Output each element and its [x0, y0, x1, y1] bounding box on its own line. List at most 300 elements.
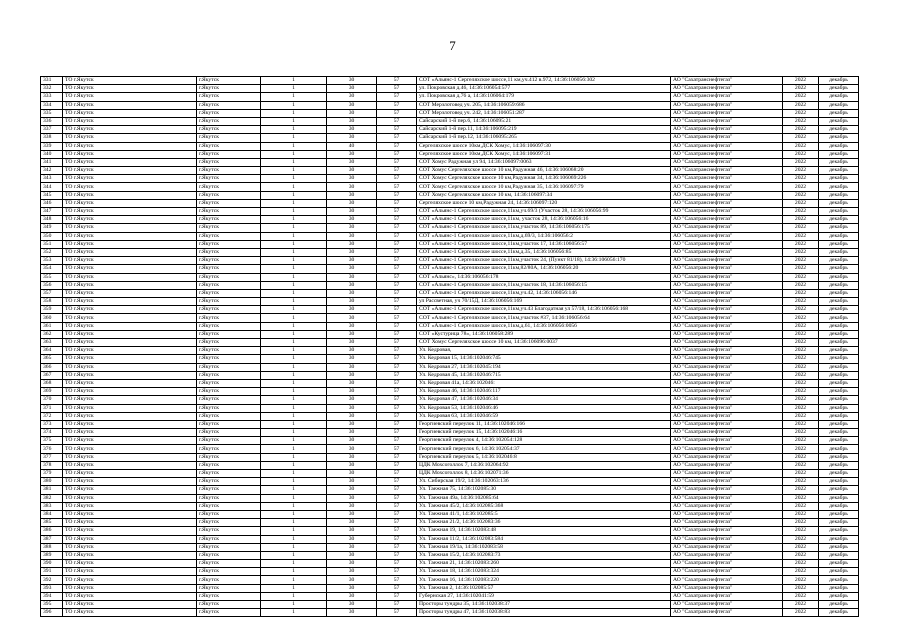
department-cell: ТО г.Якутск [63, 330, 197, 338]
department-cell: ТО г.Якутск [63, 519, 197, 527]
category-cell: 1 [261, 371, 327, 379]
code-cell: 57 [377, 527, 417, 535]
month-cell: декабрь [819, 117, 859, 125]
category-cell: 1 [261, 560, 327, 568]
table-row [41, 77, 859, 85]
power-cell: 30 [327, 339, 377, 347]
row-number-cell: 394 [41, 592, 63, 600]
department-cell: ТО г.Якутск [63, 584, 197, 592]
category-cell: 1 [261, 584, 327, 592]
department-cell: ТО г.Якутск [63, 437, 197, 445]
address-cell: СОТ «Кустурица 78», 14:36:106058:289 [417, 330, 671, 338]
table-row [41, 592, 859, 600]
year-cell: 2022 [783, 183, 819, 191]
category-cell: 1 [261, 281, 327, 289]
table-row [41, 396, 859, 404]
city-cell: г.Якутск [197, 527, 261, 535]
department-cell: ТО г.Якутск [63, 355, 197, 363]
department-cell: ТО г.Якутск [63, 93, 197, 101]
department-cell: ТО г.Якутск [63, 551, 197, 559]
table-row [41, 445, 859, 453]
category-cell: 1 [261, 470, 327, 478]
address-cell: Ул. Таежная 45/2, 14:36:102085:368 [417, 502, 671, 510]
category-cell: 1 [261, 208, 327, 216]
city-cell: г.Якутск [197, 478, 261, 486]
department-cell: ТО г.Якутск [63, 478, 197, 486]
power-cell: 30 [327, 609, 377, 617]
table-row [41, 510, 859, 518]
category-cell: 1 [261, 142, 327, 150]
power-cell: 30 [327, 85, 377, 93]
table-row [41, 543, 859, 551]
address-cell: СОТ «Альянс», 14:36:106056:178 [417, 273, 671, 281]
row-number-cell: 378 [41, 461, 63, 469]
table-row [41, 298, 859, 306]
year-cell: 2022 [783, 199, 819, 207]
category-cell: 1 [261, 322, 327, 330]
city-cell: г.Якутск [197, 150, 261, 158]
owner-cell: АО "Сахатранснефтегаз" [671, 347, 783, 355]
power-cell: 30 [327, 232, 377, 240]
department-cell: ТО г.Якутск [63, 445, 197, 453]
table-row [41, 224, 859, 232]
department-cell: ТО г.Якутск [63, 543, 197, 551]
page-number: 7 [449, 38, 456, 53]
power-cell: 30 [327, 494, 377, 502]
owner-cell: АО "Сахатранснефтегаз" [671, 167, 783, 175]
city-cell: г.Якутск [197, 208, 261, 216]
code-cell: 57 [377, 158, 417, 166]
city-cell: г.Якутск [197, 379, 261, 387]
row-number-cell: 343 [41, 175, 63, 183]
row-number-cell: 389 [41, 551, 63, 559]
department-cell: ТО г.Якутск [63, 347, 197, 355]
row-number-cell: 339 [41, 142, 63, 150]
owner-cell: АО "Сахатранснефтегаз" [671, 314, 783, 322]
code-cell: 57 [377, 519, 417, 527]
address-cell: СОТ «Альянс-1 Сергеляхское шоссе,11км,участок 17, 14:36:106056:57 [417, 240, 671, 248]
power-cell: 30 [327, 478, 377, 486]
table-row [41, 379, 859, 387]
category-cell: 1 [261, 93, 327, 101]
city-cell: г.Якутск [197, 347, 261, 355]
city-cell: г.Якутск [197, 158, 261, 166]
year-cell: 2022 [783, 175, 819, 183]
category-cell: 1 [261, 199, 327, 207]
table-row [41, 519, 859, 527]
address-cell: Ул. Таежная 2, 14:36:102085:57 [417, 584, 671, 592]
power-cell: 30 [327, 134, 377, 142]
category-cell: 1 [261, 420, 327, 428]
year-cell: 2022 [783, 224, 819, 232]
department-cell: ТО г.Якутск [63, 486, 197, 494]
year-cell: 2022 [783, 535, 819, 543]
year-cell: 2022 [783, 453, 819, 461]
category-cell: 1 [261, 167, 327, 175]
month-cell: декабрь [819, 134, 859, 142]
month-cell: декабрь [819, 437, 859, 445]
department-cell: ТО г.Якутск [63, 576, 197, 584]
owner-cell: АО "Сахатранснефтегаз" [671, 560, 783, 568]
category-cell: 1 [261, 289, 327, 297]
month-cell: декабрь [819, 126, 859, 134]
owner-cell: АО "Сахатранснефтегаз" [671, 306, 783, 314]
code-cell: 57 [377, 314, 417, 322]
department-cell: ТО г.Якутск [63, 199, 197, 207]
department-cell: ТО г.Якутск [63, 339, 197, 347]
month-cell: декабрь [819, 404, 859, 412]
code-cell: 57 [377, 150, 417, 158]
power-cell: 30 [327, 470, 377, 478]
category-cell: 1 [261, 404, 327, 412]
address-cell: ЦДК Мохсоголлох 7, 14:36:102064:92 [417, 461, 671, 469]
table-row [41, 273, 859, 281]
category-cell: 1 [261, 609, 327, 617]
month-cell: декабрь [819, 322, 859, 330]
row-number-cell: 385 [41, 519, 63, 527]
address-cell: Губернская 27, 14:36:102041:59 [417, 592, 671, 600]
category-cell: 1 [261, 85, 327, 93]
power-cell: 30 [327, 420, 377, 428]
city-cell: г.Якутск [197, 330, 261, 338]
department-cell: ТО г.Якутск [63, 592, 197, 600]
department-cell: ТО г.Якутск [63, 158, 197, 166]
month-cell: декабрь [819, 379, 859, 387]
owner-cell: АО "Сахатранснефтегаз" [671, 601, 783, 609]
month-cell: декабрь [819, 216, 859, 224]
owner-cell: АО "Сахатранснефтегаз" [671, 158, 783, 166]
power-cell: 30 [327, 535, 377, 543]
year-cell: 2022 [783, 420, 819, 428]
category-cell: 1 [261, 232, 327, 240]
department-cell: ТО г.Якутск [63, 216, 197, 224]
power-cell: 30 [327, 158, 377, 166]
address-cell: Сайсарский 1-й пер.6, 14:36:106095:21 [417, 117, 671, 125]
address-cell: СОТ Хомус Сергеляхское шоссе 10 км,Радужная 46, 14:36:106068:20 [417, 167, 671, 175]
year-cell: 2022 [783, 265, 819, 273]
city-cell: г.Якутск [197, 126, 261, 134]
year-cell: 2022 [783, 77, 819, 85]
department-cell: ТО г.Якутск [63, 371, 197, 379]
city-cell: г.Якутск [197, 461, 261, 469]
table-row [41, 142, 859, 150]
power-cell: 30 [327, 314, 377, 322]
table-row [41, 502, 859, 510]
address-cell: СОТ «Альянс-1 Сергеляхское шоссе,11км, участок 28, 14:36:106056:16 [417, 216, 671, 224]
year-cell: 2022 [783, 371, 819, 379]
department-cell: ТО г.Якутск [63, 314, 197, 322]
city-cell: г.Якутск [197, 167, 261, 175]
row-number-cell: 356 [41, 281, 63, 289]
category-cell: 1 [261, 175, 327, 183]
category-cell: 1 [261, 347, 327, 355]
year-cell: 2022 [783, 478, 819, 486]
code-cell: 57 [377, 224, 417, 232]
power-cell: 30 [327, 126, 377, 134]
address-cell: Сайсарский 1-й пер.12, 14:36:106095:265 [417, 134, 671, 142]
code-cell: 57 [377, 568, 417, 576]
owner-cell: АО "Сахатранснефтегаз" [671, 240, 783, 248]
address-cell: Ул. Кедровая 27, 14:36:102045:194 [417, 363, 671, 371]
owner-cell: АО "Сахатранснефтегаз" [671, 232, 783, 240]
year-cell: 2022 [783, 494, 819, 502]
address-cell: Ул. Кедровая 53, 14:36:102046:46 [417, 404, 671, 412]
owner-cell: АО "Сахатранснефтегаз" [671, 404, 783, 412]
owner-cell: АО "Сахатранснефтегаз" [671, 551, 783, 559]
department-cell: ТО г.Якутск [63, 560, 197, 568]
month-cell: декабрь [819, 191, 859, 199]
power-cell: 30 [327, 412, 377, 420]
owner-cell: АО "Сахатранснефтегаз" [671, 109, 783, 117]
table-row [41, 494, 859, 502]
category-cell: 1 [261, 248, 327, 256]
city-cell: г.Якутск [197, 93, 261, 101]
month-cell: декабрь [819, 494, 859, 502]
row-number-cell: 352 [41, 248, 63, 256]
year-cell: 2022 [783, 273, 819, 281]
month-cell: декабрь [819, 347, 859, 355]
address-cell: ул Рассветная, уч 70/15Д, 14:36:106056:169 [417, 298, 671, 306]
year-cell: 2022 [783, 396, 819, 404]
year-cell: 2022 [783, 216, 819, 224]
owner-cell: АО "Сахатранснефтегаз" [671, 543, 783, 551]
power-cell: 30 [327, 306, 377, 314]
address-cell: СОТ «Альянс-1 Сергеляхское шоссе,11км,участок #37, 14:36:106056:64 [417, 314, 671, 322]
address-cell: ЦДК Мохсоголлох 8, 14:36:102071:36 [417, 470, 671, 478]
power-cell: 30 [327, 461, 377, 469]
table-row [41, 609, 859, 617]
city-cell: г.Якутск [197, 117, 261, 125]
category-cell: 1 [261, 216, 327, 224]
code-cell: 57 [377, 601, 417, 609]
row-number-cell: 391 [41, 568, 63, 576]
row-number-cell: 353 [41, 257, 63, 265]
table-row [41, 404, 859, 412]
year-cell: 2022 [783, 298, 819, 306]
power-cell: 30 [327, 576, 377, 584]
table-row [41, 281, 859, 289]
code-cell: 57 [377, 510, 417, 518]
owner-cell: АО "Сахатранснефтегаз" [671, 330, 783, 338]
table-row [41, 191, 859, 199]
category-cell: 1 [261, 298, 327, 306]
owner-cell: АО "Сахатранснефтегаз" [671, 298, 783, 306]
code-cell: 57 [377, 248, 417, 256]
code-cell: 57 [377, 437, 417, 445]
owner-cell: АО "Сахатранснефтегаз" [671, 388, 783, 396]
row-number-cell: 350 [41, 232, 63, 240]
category-cell: 1 [261, 461, 327, 469]
power-cell: 30 [327, 265, 377, 273]
address-cell: Ул. Кедровая 46, 14:36:102046:117 [417, 388, 671, 396]
code-cell: 57 [377, 208, 417, 216]
category-cell: 1 [261, 117, 327, 125]
address-cell: Сергеляхское шоссе 10 км,Радужная 24, 14:36:106097:120 [417, 199, 671, 207]
year-cell: 2022 [783, 281, 819, 289]
code-cell: 57 [377, 560, 417, 568]
code-cell: 57 [377, 502, 417, 510]
category-cell: 1 [261, 257, 327, 265]
city-cell: г.Якутск [197, 420, 261, 428]
department-cell: ТО г.Якутск [63, 322, 197, 330]
table-row [41, 150, 859, 158]
code-cell: 57 [377, 257, 417, 265]
category-cell: 1 [261, 109, 327, 117]
power-cell: 30 [327, 543, 377, 551]
row-number-cell: 369 [41, 388, 63, 396]
category-cell: 1 [261, 486, 327, 494]
row-number-cell: 347 [41, 208, 63, 216]
year-cell: 2022 [783, 330, 819, 338]
power-cell: 30 [327, 371, 377, 379]
month-cell: декабрь [819, 240, 859, 248]
year-cell: 2022 [783, 158, 819, 166]
code-cell: 57 [377, 167, 417, 175]
owner-cell: АО "Сахатранснефтегаз" [671, 535, 783, 543]
month-cell: декабрь [819, 543, 859, 551]
year-cell: 2022 [783, 109, 819, 117]
month-cell: декабрь [819, 339, 859, 347]
department-cell: ТО г.Якутск [63, 601, 197, 609]
table-row [41, 363, 859, 371]
city-cell: г.Якутск [197, 265, 261, 273]
code-cell: 57 [377, 199, 417, 207]
address-cell: СОТ «Альянс-1 Сергеляхское шоссе,11км,д.35, 14:36:106056:85 [417, 248, 671, 256]
month-cell: декабрь [819, 470, 859, 478]
power-cell: 30 [327, 191, 377, 199]
month-cell: декабрь [819, 232, 859, 240]
year-cell: 2022 [783, 117, 819, 125]
city-cell: г.Якутск [197, 142, 261, 150]
code-cell: 57 [377, 142, 417, 150]
owner-cell: АО "Сахатранснефтегаз" [671, 379, 783, 387]
month-cell: декабрь [819, 445, 859, 453]
power-cell: 30 [327, 273, 377, 281]
code-cell: 57 [377, 420, 417, 428]
year-cell: 2022 [783, 347, 819, 355]
address-cell: Ул. Кедровая 41а, 14:36:102046: [417, 379, 671, 387]
row-number-cell: 368 [41, 379, 63, 387]
month-cell: декабрь [819, 592, 859, 600]
address-cell: СОТ «Альянс-1 Сергеляхское шоссе,11км,уч.69/3 (Участок 28, 14:36:106056:99 [417, 208, 671, 216]
code-cell: 57 [377, 191, 417, 199]
month-cell: декабрь [819, 412, 859, 420]
address-cell: Сайсарский 1-й пер.11, 14:36:106095:219 [417, 126, 671, 134]
department-cell: ТО г.Якутск [63, 142, 197, 150]
row-number-cell: 333 [41, 93, 63, 101]
table-row [41, 216, 859, 224]
year-cell: 2022 [783, 101, 819, 109]
year-cell: 2022 [783, 240, 819, 248]
year-cell: 2022 [783, 85, 819, 93]
table-row [41, 85, 859, 93]
table-row [41, 347, 859, 355]
power-cell: 30 [327, 429, 377, 437]
power-cell: 30 [327, 257, 377, 265]
city-cell: г.Якутск [197, 240, 261, 248]
city-cell: г.Якутск [197, 134, 261, 142]
month-cell: декабрь [819, 461, 859, 469]
month-cell: декабрь [819, 224, 859, 232]
code-cell: 57 [377, 265, 417, 273]
power-cell: 30 [327, 240, 377, 248]
city-cell: г.Якутск [197, 306, 261, 314]
department-cell: ТО г.Якутск [63, 183, 197, 191]
power-cell: 30 [327, 175, 377, 183]
code-cell: 57 [377, 306, 417, 314]
department-cell: ТО г.Якутск [63, 224, 197, 232]
code-cell: 57 [377, 412, 417, 420]
address-cell: Сергеляхское шоссе 10км,ДСК Хомус, 14:36:106097:30 [417, 142, 671, 150]
row-number-cell: 380 [41, 478, 63, 486]
category-cell: 1 [261, 77, 327, 85]
month-cell: декабрь [819, 306, 859, 314]
table-row [41, 134, 859, 142]
month-cell: декабрь [819, 314, 859, 322]
city-cell: г.Якутск [197, 175, 261, 183]
power-cell: 30 [327, 109, 377, 117]
table-row [41, 232, 859, 240]
row-number-cell: 387 [41, 535, 63, 543]
registry-table [40, 76, 859, 617]
month-cell: декабрь [819, 265, 859, 273]
category-cell: 1 [261, 453, 327, 461]
year-cell: 2022 [783, 379, 819, 387]
code-cell: 57 [377, 535, 417, 543]
row-number-cell: 375 [41, 437, 63, 445]
owner-cell: АО "Сахатранснефтегаз" [671, 494, 783, 502]
table-row [41, 568, 859, 576]
power-cell: 30 [327, 379, 377, 387]
code-cell: 57 [377, 298, 417, 306]
table-row [41, 306, 859, 314]
category-cell: 1 [261, 224, 327, 232]
row-number-cell: 331 [41, 77, 63, 85]
row-number-cell: 345 [41, 191, 63, 199]
address-cell: СОТ Мерзлотовед уч. 205, 14:36:106059:686 [417, 101, 671, 109]
month-cell: декабрь [819, 281, 859, 289]
month-cell: декабрь [819, 175, 859, 183]
address-cell: СОТ «Альянс-1 Сергеляхское шоссе,11км,уч.42, 14:36:106056:146 [417, 289, 671, 297]
address-cell: Ул. Таежная 49а, 14:36:102085:64 [417, 494, 671, 502]
owner-cell: АО "Сахатранснефтегаз" [671, 568, 783, 576]
category-cell: 1 [261, 191, 327, 199]
month-cell: декабрь [819, 355, 859, 363]
month-cell: декабрь [819, 257, 859, 265]
row-number-cell: 359 [41, 306, 63, 314]
category-cell: 1 [261, 306, 327, 314]
table-row [41, 314, 859, 322]
table-row [41, 175, 859, 183]
power-cell: 30 [327, 592, 377, 600]
power-cell: 30 [327, 510, 377, 518]
month-cell: декабрь [819, 510, 859, 518]
address-cell: СОТ «Альянс-1 Сергеляхское шоссе,11км,участок 89, 14:36:106056:175 [417, 224, 671, 232]
owner-cell: АО "Сахатранснефтегаз" [671, 461, 783, 469]
address-cell: Ул. Кедровая 15, 14:36:102046:745 [417, 355, 671, 363]
month-cell: декабрь [819, 298, 859, 306]
table-row [41, 584, 859, 592]
city-cell: г.Якутск [197, 502, 261, 510]
power-cell: 30 [327, 167, 377, 175]
code-cell: 57 [377, 379, 417, 387]
month-cell: декабрь [819, 85, 859, 93]
owner-cell: АО "Сахатранснефтегаз" [671, 77, 783, 85]
table-row [41, 199, 859, 207]
year-cell: 2022 [783, 142, 819, 150]
row-number-cell: 390 [41, 560, 63, 568]
department-cell: ТО г.Якутск [63, 388, 197, 396]
